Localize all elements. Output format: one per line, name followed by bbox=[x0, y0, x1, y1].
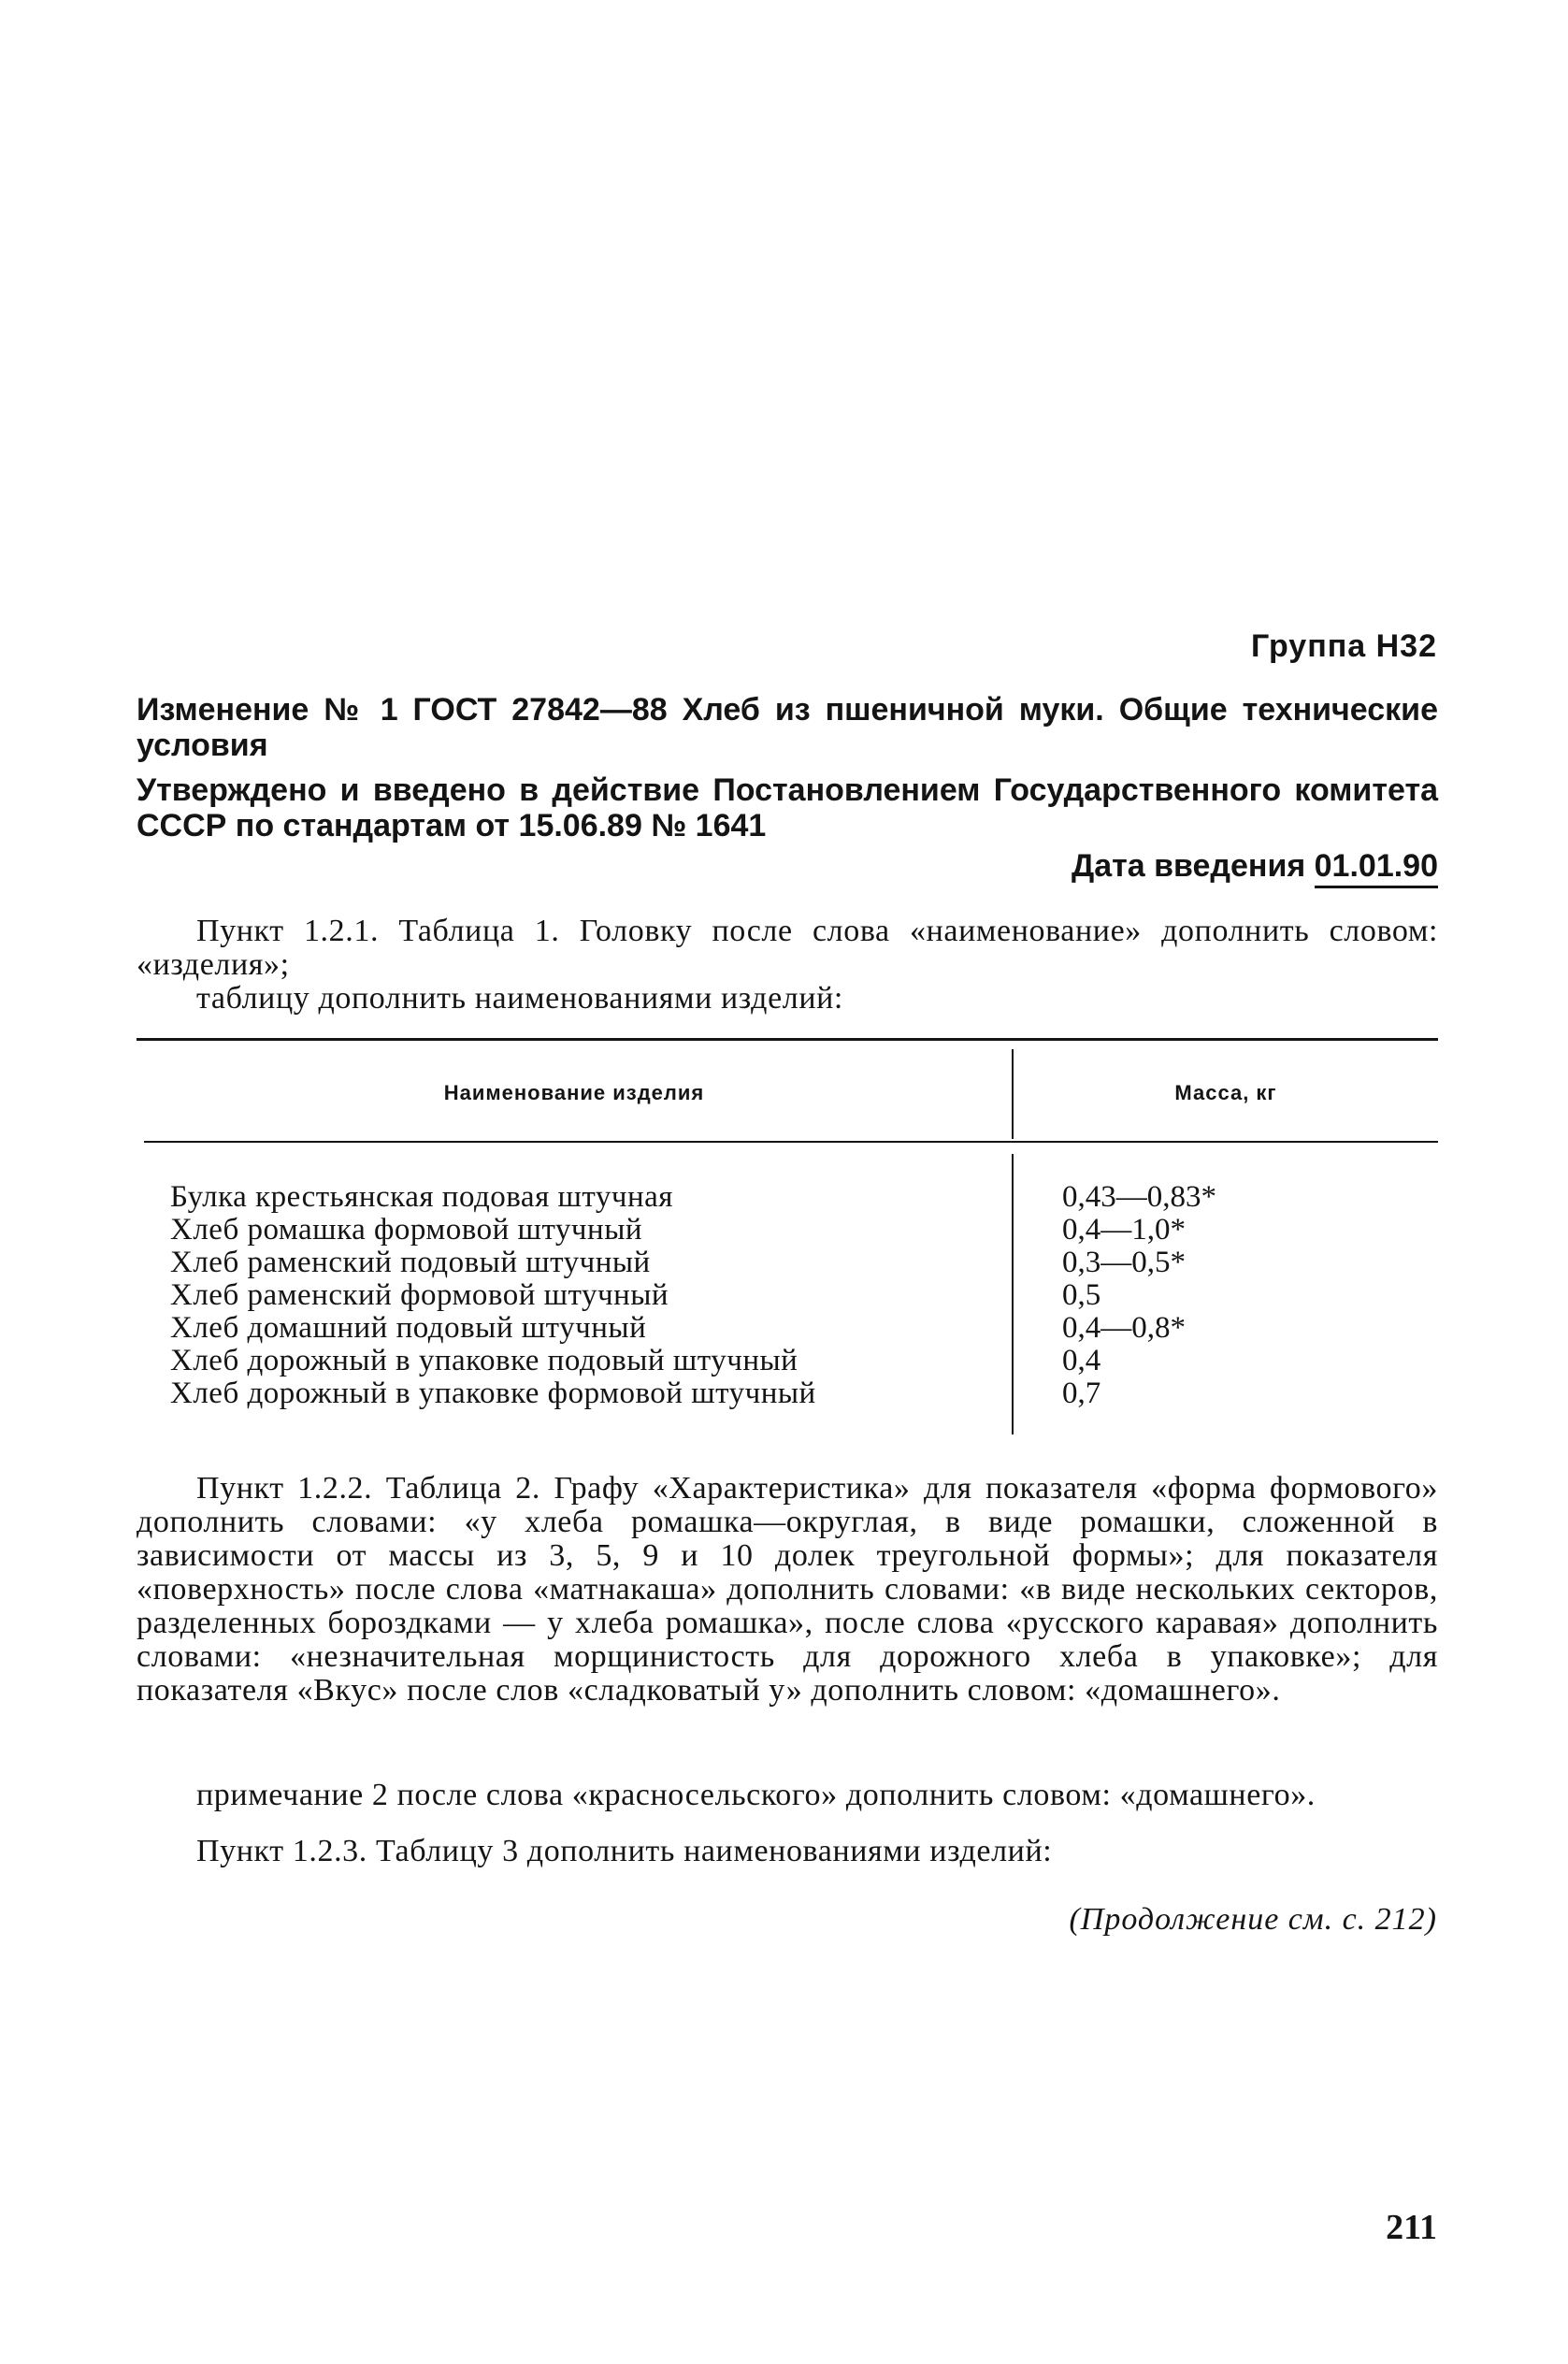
continuation-note: (Продолжение см. с. 212) bbox=[1069, 1902, 1437, 1937]
products-table bbox=[137, 1038, 1438, 1440]
table-row bbox=[170, 1180, 1438, 1213]
paragraph-note-2: примечание 2 после слова «красносельского» дополнить словом: «домашнего». bbox=[196, 1778, 1316, 1812]
change-title: Изменение № 1 ГОСТ 27842—88 Хлеб из пшеничной муки. Общие технические условия bbox=[137, 692, 1438, 763]
table-cell-name: Хлеб дорожный в упаковке подовый штучный bbox=[170, 1344, 798, 1377]
table-cell-mass: 0,4—1,0* bbox=[1062, 1213, 1186, 1247]
introduction-date-label: Дата введения bbox=[1072, 848, 1306, 884]
page-number: 211 bbox=[1386, 2208, 1437, 2247]
table-cell-mass: 0,7 bbox=[1062, 1377, 1101, 1410]
table-cell-mass: 0,4 bbox=[1062, 1344, 1101, 1377]
table-row bbox=[170, 1311, 1438, 1344]
paragraph-1-2-1-continued: таблицу дополнить наименованиями изделий: bbox=[196, 981, 843, 1016]
table-body bbox=[170, 1180, 1438, 1409]
table-row bbox=[170, 1213, 1438, 1246]
table-cell-mass: 0,43—0,83* bbox=[1062, 1180, 1216, 1214]
approval-statement: Утверждено и введено в действие Постановлением Государственного комитета СССР по стандартам от 15.06.89 № 1641 bbox=[137, 772, 1438, 843]
table-header-name: Наименование изделия bbox=[443, 1081, 705, 1104]
table-cell-name: Хлеб домашний подовый штучный bbox=[170, 1311, 647, 1345]
introduction-date bbox=[1072, 848, 1438, 885]
table-cell-name: Хлеб раменский формовой штучный bbox=[170, 1278, 669, 1312]
paragraph-1-2-1: Пункт 1.2.1. Таблица 1. Головку после слова «наименование» дополнить словом: «изделия»; bbox=[137, 914, 1438, 982]
table-cell-mass: 0,4—0,8* bbox=[1062, 1311, 1186, 1345]
table-top-rule bbox=[137, 1038, 1438, 1041]
table-row bbox=[170, 1278, 1438, 1311]
table-header-rule bbox=[144, 1141, 1438, 1143]
paragraph-1-2-3: Пункт 1.2.3. Таблицу 3 дополнить наименованиями изделий: bbox=[196, 1834, 1053, 1868]
group-label: Группа Н32 bbox=[1250, 628, 1437, 664]
paragraph-1-2-2: Пункт 1.2.2. Таблица 2. Графу «Характеристика» для показателя «форма формового» дополнить словами: «у хлеба ромашка—округлая, в виде ромашки, сложенной в зависимости от массы из 3, 5, 9 и 10 долек треугольной формы»; для показателя «поверхность» после слова «матнакаша» дополнить словами: «в виде нескольких секторов, разделенных бороздками — у хлеба ромашка», после слова «русского каравая» дополнить словами: «незначительная морщинистость для дорожного хлеба в упаковке»; для показателя «Вкус» после слов «сладковатый у» дополнить словом: «домашнего». bbox=[137, 1471, 1438, 1708]
table-cell-mass: 0,3—0,5* bbox=[1062, 1246, 1186, 1279]
table-cell-name: Хлеб ромашка формовой штучный bbox=[170, 1213, 643, 1247]
table-cell-mass: 0,5 bbox=[1062, 1278, 1101, 1312]
table-row bbox=[170, 1344, 1438, 1377]
introduction-date-value: 01.01.90 bbox=[1315, 848, 1438, 888]
table-cell-name: Хлеб дорожный в упаковке формовой штучный bbox=[170, 1377, 816, 1410]
table-row bbox=[170, 1377, 1438, 1409]
table-cell-name: Булка крестьянская подовая штучная bbox=[170, 1180, 673, 1214]
table-cell-name: Хлеб раменский подовый штучный bbox=[170, 1246, 651, 1279]
table-header-mass: Масса, кг bbox=[1174, 1081, 1277, 1104]
table-row bbox=[170, 1246, 1438, 1278]
